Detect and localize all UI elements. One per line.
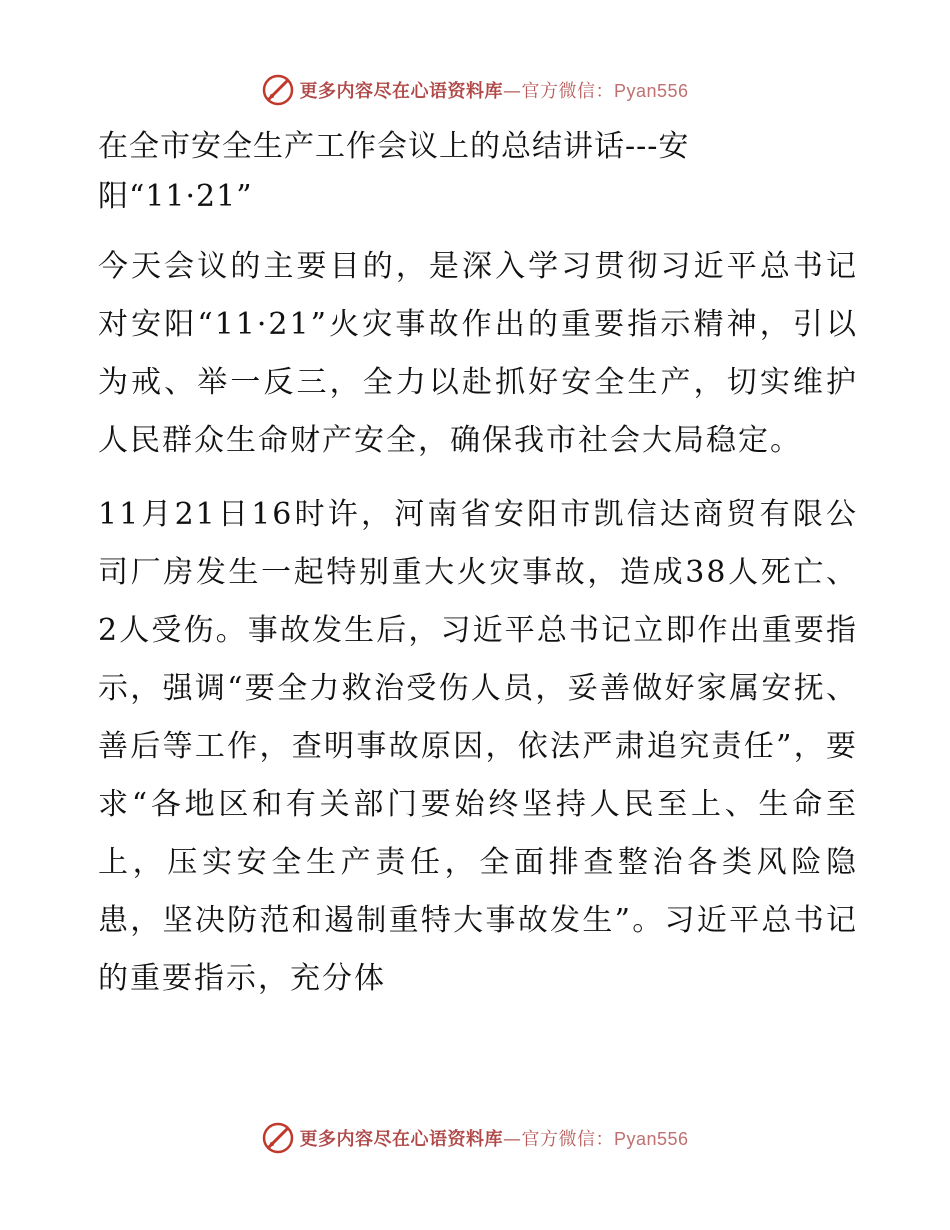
quill-logo-icon: [261, 73, 295, 107]
header-watermark-text: [299, 77, 688, 103]
header-wechat-id: Pyan556: [613, 81, 689, 101]
paragraph-2: 11月21日16时许，河南省安阳市凯信达商贸有限公司厂房发生一起特别重大火灾事故，造成38人死亡、2人受伤。事故发生后，习近平总书记立即作出重要指示，强调“要全力救治受伤人员，妥善做好家属安抚、善后等工作，查明事故原因，依法严肃追究责任”，要求“各地区和有关部门要始终坚持人民至上、生命至上，压实安全生产责任，全面排查整治各类风险隐患，坚决防范和遏制重特大事故发生”。习近平总书记的重要指示，充分体: [98, 497, 858, 996]
header-watermark-banner: [0, 70, 950, 110]
footer-wechat-label: 官方微信：: [521, 1129, 614, 1150]
header-dash: —: [502, 81, 522, 102]
document-body: [98, 122, 858, 1024]
footer-watermark-banner: [0, 1118, 950, 1158]
header-brand-text: 更多内容尽在心语资料库: [299, 81, 503, 102]
footer-watermark-text: [299, 1125, 688, 1151]
footer-wechat-id: Pyan556: [613, 1129, 689, 1149]
footer-dash: —: [502, 1129, 522, 1150]
quill-logo-icon: [261, 1121, 295, 1155]
document-title: 在全市安全生产工作会议上的总结讲话---安阳“11·21”: [98, 129, 690, 214]
paragraph-1: 今天会议的主要目的，是深入学习贯彻习近平总书记对安阳“11·21”火灾事故作出的重要指示精神，引以为戒、举一反三，全力以赴抓好安全生产，切实维护人民群众生命财产安全，确保我市社会大局稳定。: [98, 249, 858, 458]
header-wechat-label: 官方微信：: [521, 81, 614, 102]
footer-brand-text: 更多内容尽在心语资料库: [299, 1129, 503, 1150]
